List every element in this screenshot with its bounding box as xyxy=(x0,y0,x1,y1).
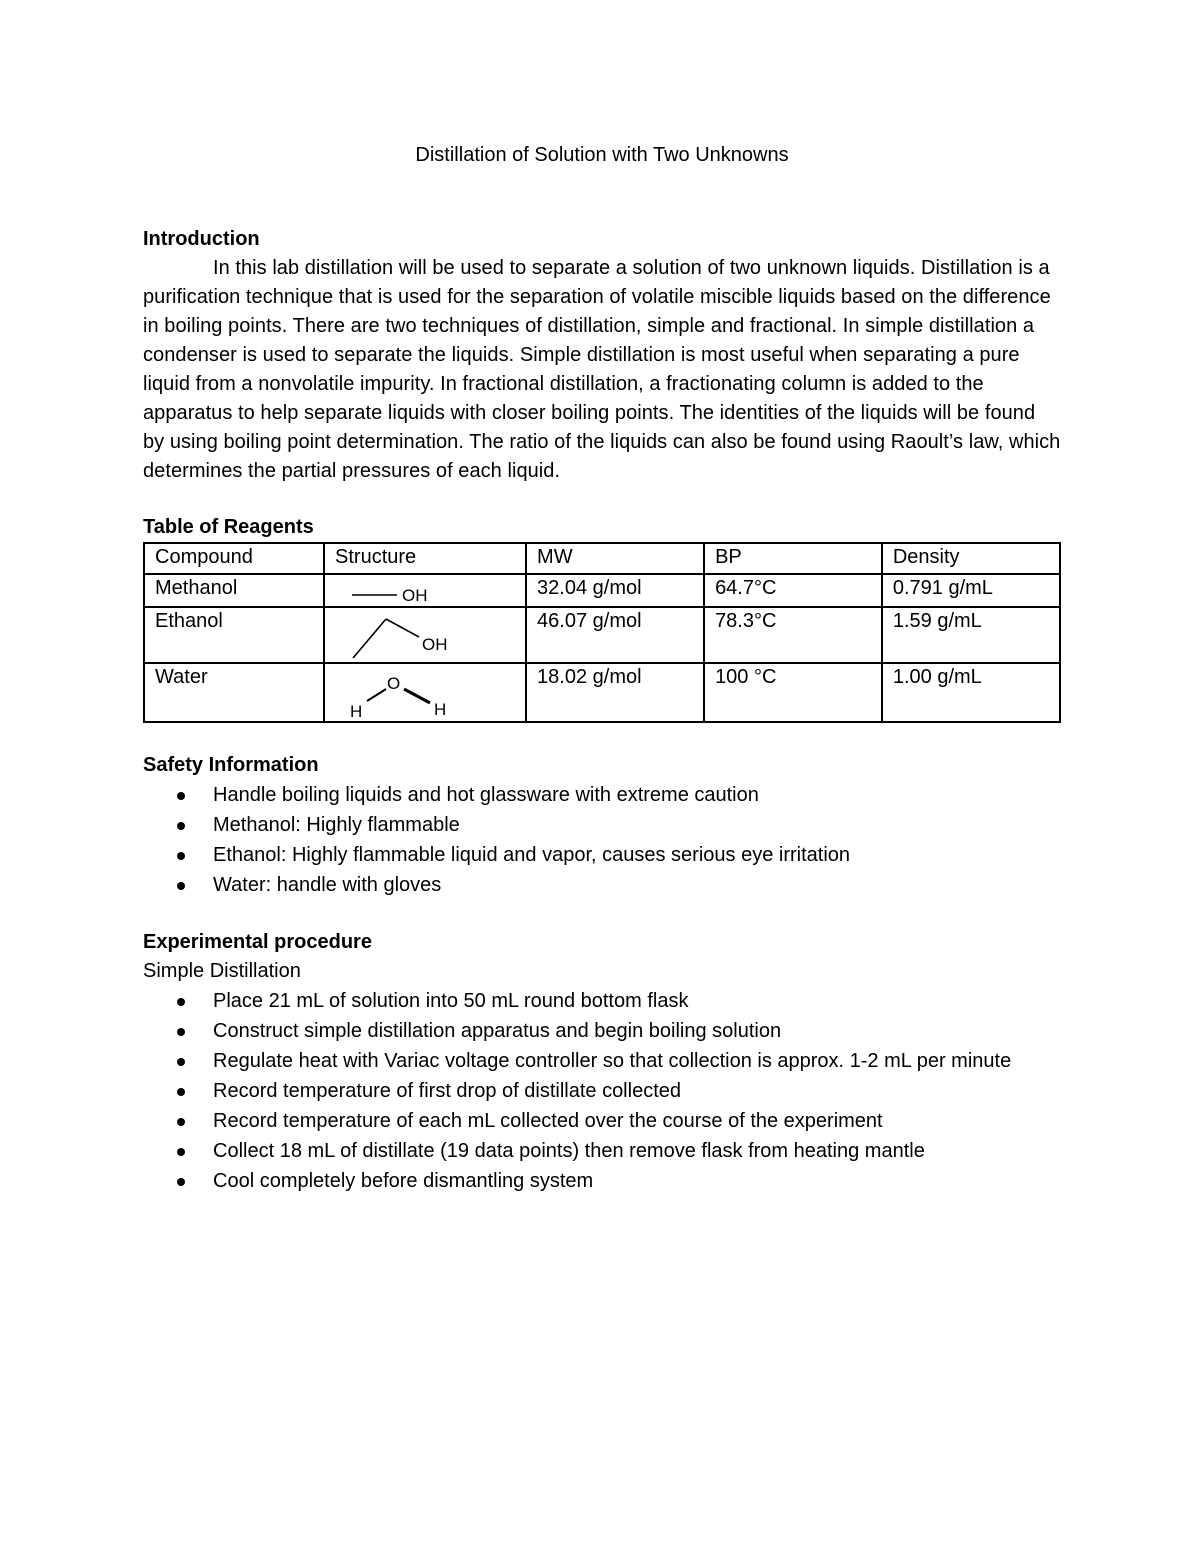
list-item-text: Record temperature of each mL collected over the course of the experiment xyxy=(213,1110,883,1132)
cell-bp: 64.7°C xyxy=(704,574,882,607)
cell-compound: Methanol xyxy=(144,574,324,607)
list-item xyxy=(143,1076,1061,1106)
safety-list xyxy=(143,780,1061,900)
water-bond-line-1 xyxy=(367,689,386,701)
bullet-icon xyxy=(177,998,185,1006)
column-header-compound: Compound xyxy=(144,543,324,574)
cell-compound: Water xyxy=(144,663,324,722)
bullet-icon xyxy=(177,1148,185,1156)
list-item-text: Construct simple distillation apparatus and begin boiling solution xyxy=(213,1020,782,1042)
bullet-icon xyxy=(177,882,185,890)
list-item xyxy=(143,780,1061,810)
list-item xyxy=(143,810,1061,840)
water-h-label-right: H xyxy=(434,700,447,719)
table-row-methanol xyxy=(144,574,1060,607)
list-item-text: Place 21 mL of solution into 50 mL round bottom flask xyxy=(213,990,689,1012)
bullet-icon xyxy=(177,1028,185,1036)
list-item-text: Water: handle with gloves xyxy=(213,874,442,896)
water-h-label-left: H xyxy=(350,702,363,721)
list-item xyxy=(143,1136,1061,1166)
procedure-heading: Experimental procedure xyxy=(143,931,372,953)
bullet-icon xyxy=(177,1058,185,1066)
bullet-icon xyxy=(177,1118,185,1126)
list-item-text: Ethanol: Highly flammable liquid and vapor, causes serious eye irritation xyxy=(213,844,851,866)
ethanol-structure-drawing xyxy=(335,610,515,662)
list-item xyxy=(143,1016,1061,1046)
bullet-icon xyxy=(177,852,185,860)
column-header-bp: BP xyxy=(704,543,882,574)
list-item xyxy=(143,840,1061,870)
ethanol-oh-label: OH xyxy=(422,635,448,654)
cell-bp: 100 °C xyxy=(704,663,882,722)
safety-heading: Safety Information xyxy=(143,754,319,776)
ethanol-bond-line-2 xyxy=(386,619,419,637)
cell-density: 1.00 g/mL xyxy=(882,663,1060,722)
column-header-structure: Structure xyxy=(324,543,526,574)
cell-compound: Ethanol xyxy=(144,607,324,663)
bullet-icon xyxy=(177,792,185,800)
list-item xyxy=(143,1166,1061,1196)
cell-mw: 46.07 g/mol xyxy=(526,607,704,663)
list-item-text: Handle boiling liquids and hot glassware with extreme caution xyxy=(213,784,759,806)
document-page xyxy=(143,140,1061,1196)
list-item-text: Regulate heat with Variac voltage controller so that collection is approx. 1-2 mL per minute xyxy=(213,1050,1012,1072)
document-title: Distillation of Solution with Two Unknowns xyxy=(415,144,789,166)
methanol-structure xyxy=(324,574,526,607)
reagents-heading: Table of Reagents xyxy=(143,516,314,538)
water-structure xyxy=(324,663,526,722)
water-structure-drawing xyxy=(335,666,515,721)
procedure-list xyxy=(143,986,1061,1196)
list-item-text: Collect 18 mL of distillate (19 data points) then remove flask from heating mantle xyxy=(213,1140,925,1162)
introduction-heading: Introduction xyxy=(143,228,260,250)
column-header-density: Density xyxy=(882,543,1060,574)
ethanol-structure xyxy=(324,607,526,663)
list-item-text: Record temperature of first drop of distillate collected xyxy=(213,1080,681,1102)
table-row-ethanol xyxy=(144,607,1060,663)
list-item-text: Methanol: Highly flammable xyxy=(213,814,460,836)
bullet-icon xyxy=(177,822,185,830)
list-item xyxy=(143,1106,1061,1136)
methanol-structure-drawing xyxy=(335,577,515,606)
table-header-row xyxy=(144,543,1060,574)
cell-density: 0.791 g/mL xyxy=(882,574,1060,607)
water-o-label: O xyxy=(387,674,401,693)
introduction-text: In this lab distillation will be used to separate a solution of two unknown liquids. Distillation is a purification technique that is used for the separation of volatile miscible liquids based on the difference in boiling points. There are two techniques of distillation, simple and fractional. In simple distillation a condenser is used to separate the liquids. Simple distillation is most useful when separating a pure liquid from a nonvolatile impurity. In fractional distillation, a fractionating column is added to the apparatus to help separate liquids with closer boiling points. The identities of the liquids will be found by using boiling point determination. The ratio of the liquids can also be found using Raoult’s law, which determines the partial pressures of each liquid. xyxy=(143,257,1061,482)
cell-bp: 78.3°C xyxy=(704,607,882,663)
table-row-water xyxy=(144,663,1060,722)
water-bond-line-2 xyxy=(404,689,430,703)
list-item xyxy=(143,870,1061,900)
procedure-subheading: Simple Distillation xyxy=(143,960,301,982)
column-header-mw: MW xyxy=(526,543,704,574)
ethanol-bond-line-1 xyxy=(353,619,386,658)
methanol-oh-label: OH xyxy=(402,586,428,605)
cell-mw: 32.04 g/mol xyxy=(526,574,704,607)
list-item xyxy=(143,986,1061,1016)
list-item-text: Cool completely before dismantling system xyxy=(213,1170,594,1192)
bullet-icon xyxy=(177,1178,185,1186)
bullet-icon xyxy=(177,1088,185,1096)
cell-density: 1.59 g/mL xyxy=(882,607,1060,663)
reagents-table xyxy=(143,542,1061,723)
list-item xyxy=(143,1046,1061,1076)
cell-mw: 18.02 g/mol xyxy=(526,663,704,722)
